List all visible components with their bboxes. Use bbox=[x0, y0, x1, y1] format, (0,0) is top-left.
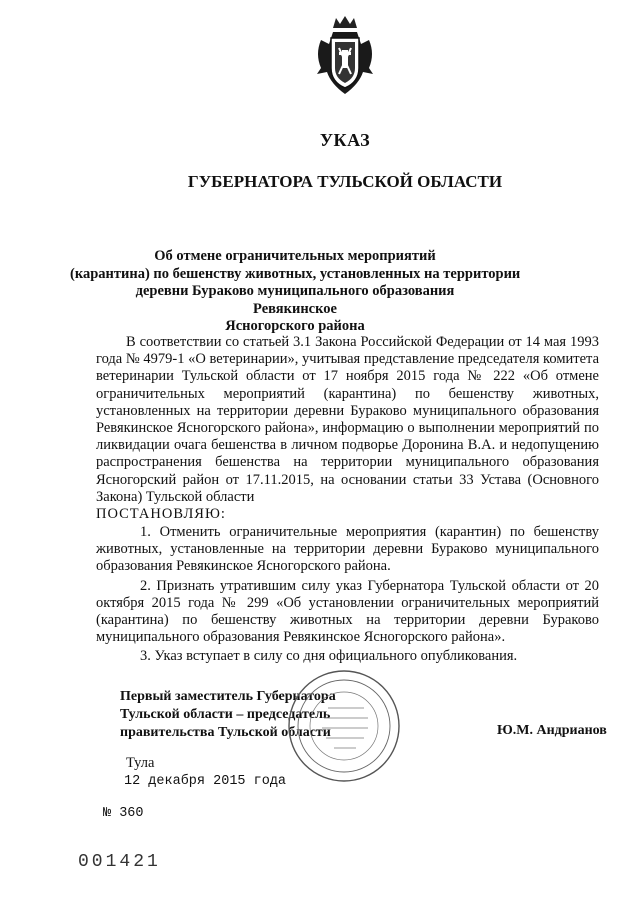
decree-heading: ПОСТАНОВЛЯЮ: bbox=[96, 506, 226, 522]
preamble-paragraph: В соответствии со статьей 3.1 Закона Российской Федерации от 14 мая 1993 года № 4979-1 «О ветеринарии», учитывая представление председателя комитета ветеринарии Тульской области от 17 ноября 2015 года № 222 «Об отмене ограничительных мероприятий (карантина) по бешенству животных, установленных на территории деревни Бураково муниципального образования Ревякинское Ясногорского района», информацию о выполнении мероприятий по ликвидации очага бешенства в личном подворье Доронина В.А. и недопущению распространения бешенства на территории муниципального образования Ясногорский район от 17.11.2015, на основании статьи 33 Устава (Основного Закона) Тульской области bbox=[96, 334, 599, 505]
issue-date: 12 декабря 2015 года bbox=[124, 774, 287, 789]
tula-coat-of-arms-icon bbox=[313, 14, 377, 100]
signer-position-line: Первый заместитель Губернатора bbox=[120, 689, 336, 704]
subject-line: деревни Бураково муниципального образования Ревякинское bbox=[135, 283, 455, 317]
decree-item: 2. Признать утратившим силу указ Губернатора Тульской области от 20 октября 2015 года № 299 «Об установлении ограничительных мероприятий (карантина) по бешенству животных на территории деревни Бураково муниципального образования Ревякинское Ясногорского района». bbox=[96, 577, 599, 646]
decree-items bbox=[96, 524, 599, 668]
subject-line: Ясногорского района bbox=[225, 318, 365, 334]
signer-name: Ю.М. Андрианов bbox=[497, 723, 607, 738]
signer-position-line: правительства Тульской области bbox=[120, 725, 331, 740]
document-subject bbox=[70, 248, 521, 336]
document-issuer: ГУБЕРНАТОРА ТУЛЬСКОЙ ОБЛАСТИ bbox=[187, 172, 503, 191]
round-stamp-icon bbox=[286, 668, 402, 784]
decree-item: 1. Отменить ограничительные мероприятия (карантин) по бешенству животных, установленные на территории деревни Бураково муниципального образования Ревякинское Ясногорского района. bbox=[96, 524, 599, 575]
signer-position-line: Тульской области – председатель bbox=[120, 707, 331, 722]
document-number: № 360 bbox=[103, 806, 144, 821]
subject-line: (карантина) по бешенству животных, установленных на территории bbox=[70, 265, 521, 282]
decree-item: 3. Указ вступает в силу со дня официального опубликования. bbox=[140, 648, 518, 665]
serial-number: 001421 bbox=[78, 852, 161, 872]
document-type: УКАЗ bbox=[319, 130, 371, 150]
issue-city: Тула bbox=[126, 755, 155, 771]
subject-line: Об отмене ограничительных мероприятий bbox=[154, 248, 436, 264]
